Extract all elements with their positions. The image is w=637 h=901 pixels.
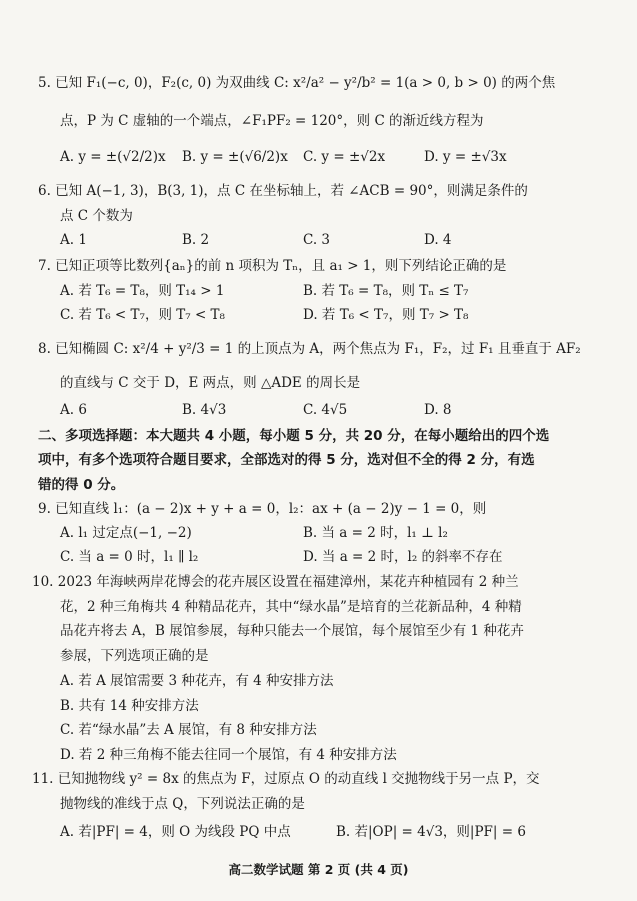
q5-stem-line2: 点，P 为 C 虚轴的一个端点，∠F₁PF₂ = 120°，则 C 的渐近线方程为 bbox=[60, 113, 484, 129]
q8-option-b: B. 4√3 bbox=[182, 402, 227, 418]
q11-option-b: B. 若|OP| = 4√3，则|PF| = 6 bbox=[336, 824, 526, 840]
q7-option-a: A. 若 T₆ = T₈，则 T₁₄ > 1 bbox=[60, 283, 225, 299]
q7-option-d: D. 若 T₆ < T₇，则 T₇ > T₈ bbox=[303, 307, 469, 323]
section2-line1: 二、多项选择题：本大题共 4 小题，每小题 5 分，共 20 分，在每小题给出的四个选 bbox=[38, 428, 550, 444]
q6-option-a: A. 1 bbox=[60, 232, 87, 248]
q10-option-d: D. 若 2 种三角梅不能去往同一个展馆，有 4 种安排方法 bbox=[60, 747, 397, 763]
q8-stem-line2: 的直线与 C 交于 D，E 两点，则 △ADE 的周长是 bbox=[60, 375, 361, 391]
q7-option-c: C. 若 T₆ < T₇，则 T₇ < T₈ bbox=[60, 307, 225, 323]
q10-stem-line3: 品花卉将去 A，B 展馆参展，每种只能去一个展馆，每个展馆至少有 1 种花卉 bbox=[60, 623, 524, 639]
q8-option-d: D. 8 bbox=[424, 402, 452, 418]
q11-stem-line1: 11. 已知抛物线 y² = 8x 的焦点为 F，过原点 O 的动直线 l 交抛物线于另一点 P，交 bbox=[32, 771, 540, 787]
q10-stem-line2: 花，2 种三角梅共 4 种精品花卉，其中“绿水晶”是培育的兰花新品种，4 种精 bbox=[60, 599, 522, 615]
section2-line2: 项中，有多个选项符合题目要求，全部选对的得 5 分，选对但不全的得 2 分，有选 bbox=[38, 452, 535, 468]
q8-option-c: C. 4√5 bbox=[303, 402, 348, 418]
q6-option-d: D. 4 bbox=[424, 232, 452, 248]
q5-option-b: B. y = ±(√6/2)x bbox=[182, 149, 288, 165]
q8-stem-line1: 8. 已知椭圆 C: x²/4 + y²/3 = 1 的上顶点为 A，两个焦点为 F₁，F₂，过 F₁ 且垂直于 AF₂ bbox=[38, 341, 581, 357]
q9-option-a: A. l₁ 过定点(−1, −2) bbox=[60, 525, 192, 541]
q7-stem-line1: 7. 已知正项等比数列{aₙ}的前 n 项积为 Tₙ，且 a₁ > 1，则下列结论正确的是 bbox=[38, 258, 507, 274]
q10-option-c: C. 若“绿水晶”去 A 展馆，有 8 种安排方法 bbox=[60, 722, 317, 738]
q10-stem-line4: 参展，下列选项正确的是 bbox=[60, 648, 209, 664]
section2-line3: 错的得 0 分。 bbox=[38, 477, 125, 493]
q9-option-d: D. 当 a = 2 时，l₂ 的斜率不存在 bbox=[303, 549, 503, 565]
q11-option-a: A. 若|PF| = 4，则 O 为线段 PQ 中点 bbox=[60, 824, 291, 840]
q6-option-c: C. 3 bbox=[303, 232, 331, 248]
q8-option-a: A. 6 bbox=[60, 402, 87, 418]
q11-stem-line2: 抛物线的准线于点 Q，下列说法正确的是 bbox=[60, 796, 305, 812]
q10-stem-line1: 10. 2023 年海峡两岸花博会的花卉展区设置在福建漳州，某花卉种植园有 2 种兰 bbox=[32, 574, 519, 590]
q9-option-c: C. 当 a = 0 时，l₁ ∥ l₂ bbox=[60, 549, 199, 565]
q6-stem-line1: 6. 已知 A(−1, 3)，B(3, 1)，点 C 在坐标轴上，若 ∠ACB = 90°，则满足条件的 bbox=[38, 183, 528, 199]
q5-stem-line1: 5. 已知 F₁(−c, 0)，F₂(c, 0) 为双曲线 C: x²/a² − y²/b² = 1(a > 0, b > 0) 的两个焦 bbox=[38, 75, 556, 91]
q9-stem-line1: 9. 已知直线 l₁：(a − 2)x + y + a = 0，l₂：ax + (a − 2)y − 1 = 0，则 bbox=[38, 501, 487, 517]
q7-option-b: B. 若 T₆ = T₈，则 Tₙ ≤ T₇ bbox=[303, 283, 469, 299]
q5-option-a: A. y = ±(√2/2)x bbox=[60, 149, 166, 165]
q6-option-b: B. 2 bbox=[182, 232, 210, 248]
q10-option-a: A. 若 A 展馆需要 3 种花卉，有 4 种安排方法 bbox=[60, 673, 334, 689]
q5-option-c: C. y = ±√2x bbox=[303, 149, 386, 165]
q9-option-b: B. 当 a = 2 时，l₁ ⊥ l₂ bbox=[303, 525, 448, 541]
q10-option-b: B. 共有 14 种安排方法 bbox=[60, 698, 199, 714]
q5-option-d: D. y = ±√3x bbox=[424, 149, 507, 165]
page-footer: 高二数学试题 第 2 页 (共 4 页) bbox=[228, 862, 409, 877]
q6-stem-line2: 点 C 个数为 bbox=[60, 208, 133, 224]
